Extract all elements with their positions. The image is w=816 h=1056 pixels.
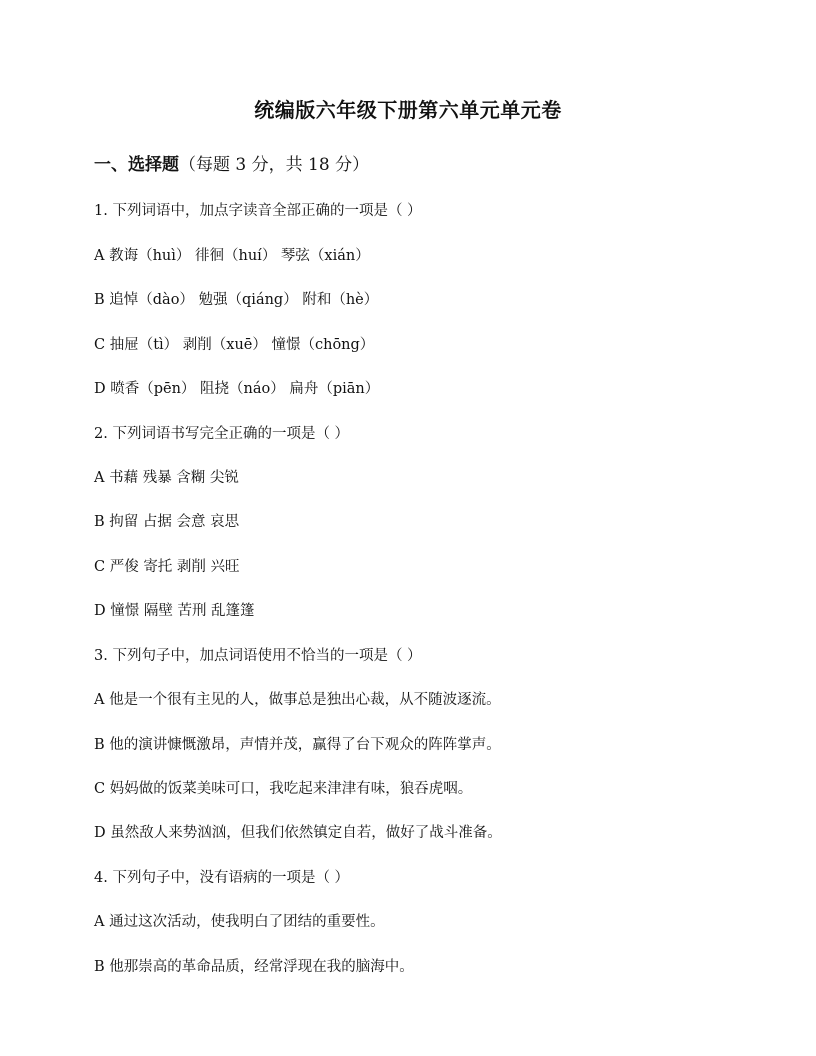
question-3-option-a: A 他是一个很有主见的人，做事总是独出心裁，从不随波逐流。 — [94, 692, 501, 708]
question-1-option-d: D 喷香（pēn） 阻挠（náo） 扁舟（piān） — [94, 381, 380, 397]
question-1-option-c: C 抽屉（tì） 剥削（xuē） 憧憬（chōng） — [94, 337, 375, 353]
section-heading — [94, 150, 369, 175]
question-2-option-b: B 拘留 占据 会意 哀思 — [94, 514, 240, 530]
section-heading-note: （每题 3 分，共 18 分） — [179, 155, 370, 175]
question-3-option-b: B 他的演讲慷慨激昂，声情并茂，赢得了台下观众的阵阵掌声。 — [94, 737, 501, 753]
section-heading-label: 一、选择题 — [94, 155, 179, 175]
question-2-option-a: A 书藉 残暴 含糊 尖锐 — [94, 470, 239, 486]
page-title: 统编版六年级下册第六单元单元卷 — [254, 98, 562, 122]
question-2: 2. 下列词语书写完全正确的一项是（ ） — [94, 426, 350, 442]
question-4: 4. 下列句子中，没有语病的一项是（ ） — [94, 870, 350, 886]
question-3: 3. 下列句子中，加点词语使用不恰当的一项是（ ） — [94, 648, 422, 664]
question-2-option-c: C 严俊 寄托 剥削 兴旺 — [94, 559, 240, 575]
question-4-option-a: A 通过这次活动，使我明白了团结的重要性。 — [94, 914, 385, 930]
question-1-option-b: B 追悼（dào） 勉强（qiáng） 附和（hè） — [94, 292, 379, 308]
question-3-option-d: D 虽然敌人来势汹汹，但我们依然镇定自若，做好了战斗准备。 — [94, 825, 502, 841]
question-1-option-a: A 教诲（huì） 徘徊（huí） 琴弦（xián） — [94, 248, 370, 264]
question-2-option-d: D 憧憬 隔壁 苦刑 乱篷篷 — [94, 603, 255, 619]
question-1: 1. 下列词语中，加点字读音全部正确的一项是（ ） — [94, 203, 422, 219]
question-3-option-c: C 妈妈做的饭菜美味可口，我吃起来津津有味，狼吞虎咽。 — [94, 781, 473, 797]
question-4-option-b: B 他那崇高的革命品质，经常浮现在我的脑海中。 — [94, 959, 414, 975]
